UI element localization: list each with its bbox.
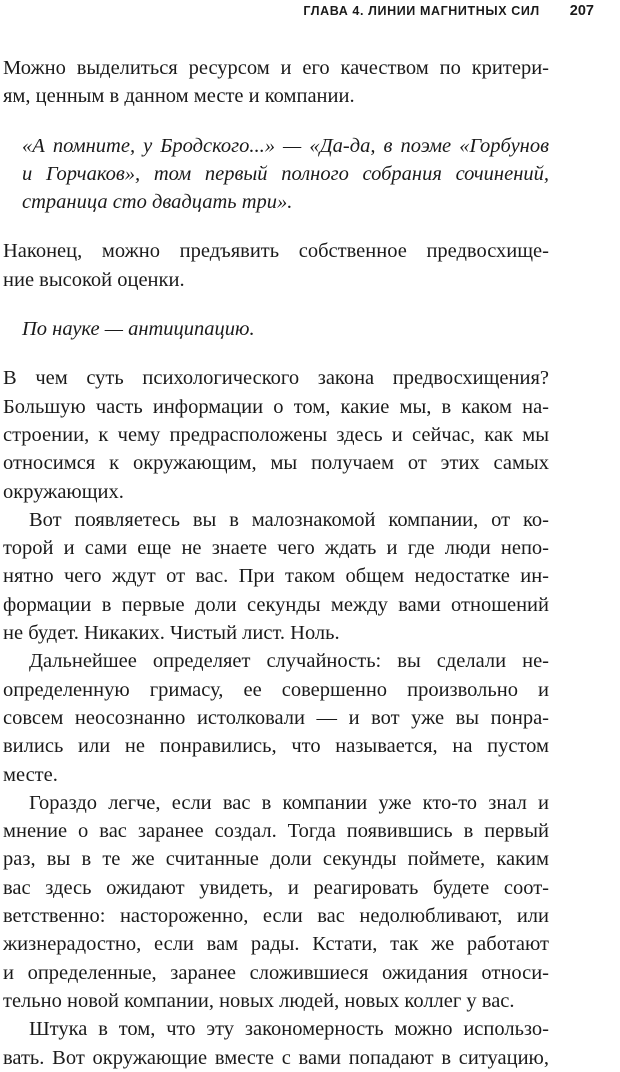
text-line: совсем неосознанно истолковали — и вот уже вы понра-: [3, 706, 549, 729]
text-line: вас здесь ожидают увидеть, и реагировать будете соот-: [3, 876, 549, 899]
text-line: ние высокой оценки.: [3, 268, 185, 291]
text-line: Штука в том, что эту закономерность можно использо-: [29, 1018, 549, 1041]
text-line: Большую часть информации о том, какие мы, в каком на-: [3, 395, 549, 418]
text-line: вать. Вот окружающие вместе с вами попадают в ситуацию,: [3, 1046, 549, 1069]
text-line: торой и сами еще не знаете чего ждать и где люди непо-: [3, 537, 549, 560]
text-line: нятно чего ждут от вас. При таком общем недостатке ин-: [3, 565, 549, 588]
text-line: мнение о вас заранее создал. Тогда появившись в первый: [3, 820, 549, 843]
text-line: Вот появляетесь вы в малознакомой компании, от ко-: [29, 508, 549, 531]
text-line: тельно новой компании, новых людей, новых коллег у вас.: [3, 989, 515, 1012]
text-line: По науке — антиципацию.: [22, 318, 255, 341]
text-line: ям, ценным в данном месте и компании.: [3, 85, 355, 108]
paragraph: [3, 789, 549, 1015]
text-line: месте.: [3, 763, 58, 786]
quote-paragraph: [3, 315, 549, 343]
text-line: «А помните, у Бродского...» — «Да-да, в поэме «Горбунов: [22, 134, 549, 157]
text-line: Дальнейшее определяет случайность: вы сделали не-: [29, 650, 549, 673]
text-line: строении, к чему предрасположены здесь и сейчас, как мы: [3, 423, 549, 446]
text-line: формации в первые доли секунды между вами отношений: [3, 593, 549, 616]
chapter-title: ГЛАВА 4. ЛИНИИ МАГНИТНЫХ СИЛ: [303, 4, 540, 18]
text-line: Гораздо легче, если вас в компании уже кто-то знал и: [29, 791, 549, 814]
text-line: ветственно: настороженно, если вас недолюбливают, или: [3, 905, 549, 928]
text-line: В чем суть психологического закона предвосхищения?: [3, 367, 549, 390]
paragraph: [3, 506, 549, 647]
text-line: страница сто двадцать три».: [22, 191, 293, 214]
page-body: [3, 54, 549, 1072]
text-line: не будет. Никаких. Чистый лист. Ноль.: [3, 622, 340, 645]
text-line: окружающих.: [3, 480, 124, 503]
text-line: определенную гримасу, ее совершенно произвольно и: [3, 678, 549, 701]
text-line: относимся к окружающим, мы получаем от этих самых: [3, 452, 549, 475]
paragraph: [3, 237, 549, 294]
paragraph: [3, 54, 549, 111]
paragraph: [3, 647, 549, 788]
text-line: раз, вы в те же считанные доли секунды поймете, каким: [3, 848, 549, 871]
text-line: вились или не понравились, что называется, на пустом: [3, 735, 549, 758]
text-line: Наконец, можно предъявить собственное предвосхище-: [3, 240, 549, 263]
text-line: и определенные, заранее сложившиеся ожидания относи-: [3, 961, 549, 984]
quote-paragraph: [3, 132, 549, 217]
running-header: [0, 3, 594, 23]
page-number: 207: [569, 3, 594, 19]
text-line: жизнерадостно, если вам рады. Кстати, так же работают: [3, 933, 549, 956]
paragraph: [3, 364, 549, 505]
text-line: и Горчаков», том первый полного собрания сочинений,: [22, 162, 549, 185]
text-line: Можно выделиться ресурсом и его качеством по критери-: [3, 57, 549, 79]
